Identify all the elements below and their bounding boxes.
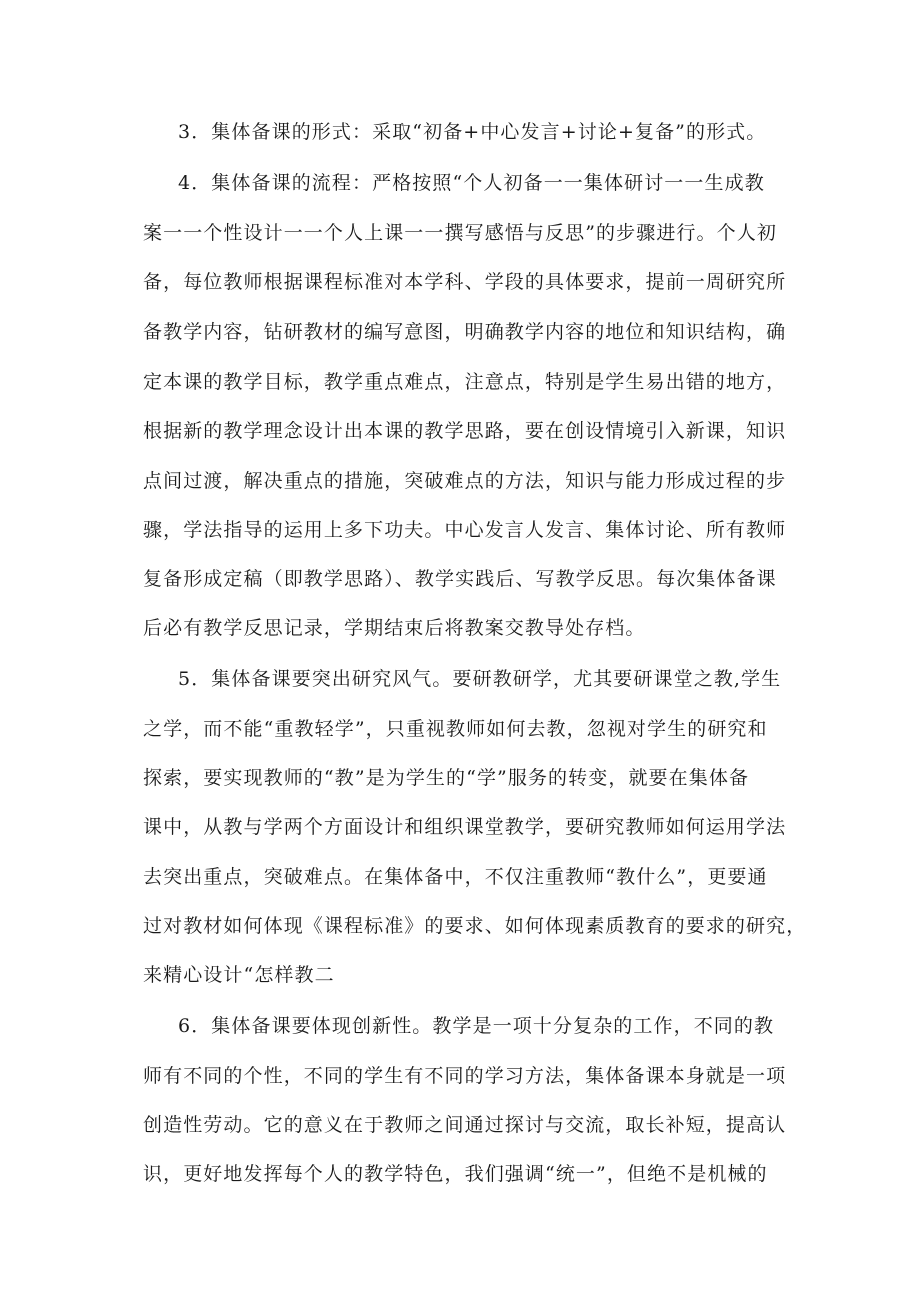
item-4-line-10: 后必有教学反思记录，学期结束后将教案交教导处存档。: [143, 617, 646, 639]
item-6-line-3: 创造性劳动。它的意义在于教师之间通过探讨与交流，取长补短，提高认: [143, 1114, 787, 1136]
item-6-line-4: 识，更好地发挥每个人的教学特色，我们强调“统一”，但绝不是机械的: [143, 1163, 768, 1185]
item-5-line-1: 5．集体备课要突出研究风气。要研教研学，尤其要研课堂之教,学生: [178, 668, 782, 690]
item-5-line-5: 去突出重点，突破难点。在集体备中，不仅注重教师“教什么”，更要通: [143, 866, 768, 888]
item-6-line-1: 6．集体备课要体现创新性。教学是一项十分复杂的工作，不同的教: [178, 1015, 775, 1037]
item-5-line-3: 探索，要实现教师的“教”是为学生的“学”服务的转变，就要在集体备: [143, 767, 750, 789]
item-4-line-4: 备教学内容，钻研教材的编写意图，明确教学内容的地位和知识结构，确: [143, 321, 787, 343]
item-5-line-6: 过对教材如何体现《课程标准》的要求、如何体现素质教育的要求的研究，: [143, 915, 807, 937]
item-4-line-9: 复备形成定稿（即教学思路）、教学实践后、写教学反思。每次集体备课: [143, 568, 777, 590]
item-5-line-7: 来精心设计“怎样教二: [143, 964, 335, 986]
item-4-line-6: 根据新的教学理念设计出本课的教学思路，要在创设情境引入新课，知识: [143, 420, 787, 442]
item-4-line-7: 点间过渡，解决重点的措施，突破难点的方法，知识与能力形成过程的步: [143, 470, 787, 492]
item-6-line-2: 师有不同的个性，不同的学生有不同的学习方法，集体备课本身就是一项: [143, 1065, 787, 1087]
item-3-line-1: 3．集体备课的形式：采取“初备+中心发言+讨论+复备”的形式。: [178, 121, 767, 143]
item-4-line-8: 骤，学法指导的运用上多下功夫。中心发言人发言、集体讨论、所有教师: [143, 519, 787, 541]
item-5-line-4: 课中，从教与学两个方面设计和组织课堂教学，要研究教师如何运用学法: [143, 816, 787, 838]
item-5-line-2: 之学，而不能“重教轻学”，只重视教师如何去教，忽视对学生的研究和: [143, 718, 768, 740]
item-4-line-5: 定本课的教学目标，教学重点难点，注意点，特别是学生易出错的地方，: [143, 371, 787, 393]
item-4-line-3: 备，每位教师根据课程标准对本学科、学段的具体要求，提前一周研究所: [143, 271, 787, 293]
item-4-line-1: 4．集体备课的流程：严格按照“个人初备一一集体研讨一一生成教: [178, 172, 765, 194]
item-4-line-2: 案一一个性设计一一个人上课一一撰写感悟与反思”的步骤进行。个人初: [143, 222, 777, 244]
